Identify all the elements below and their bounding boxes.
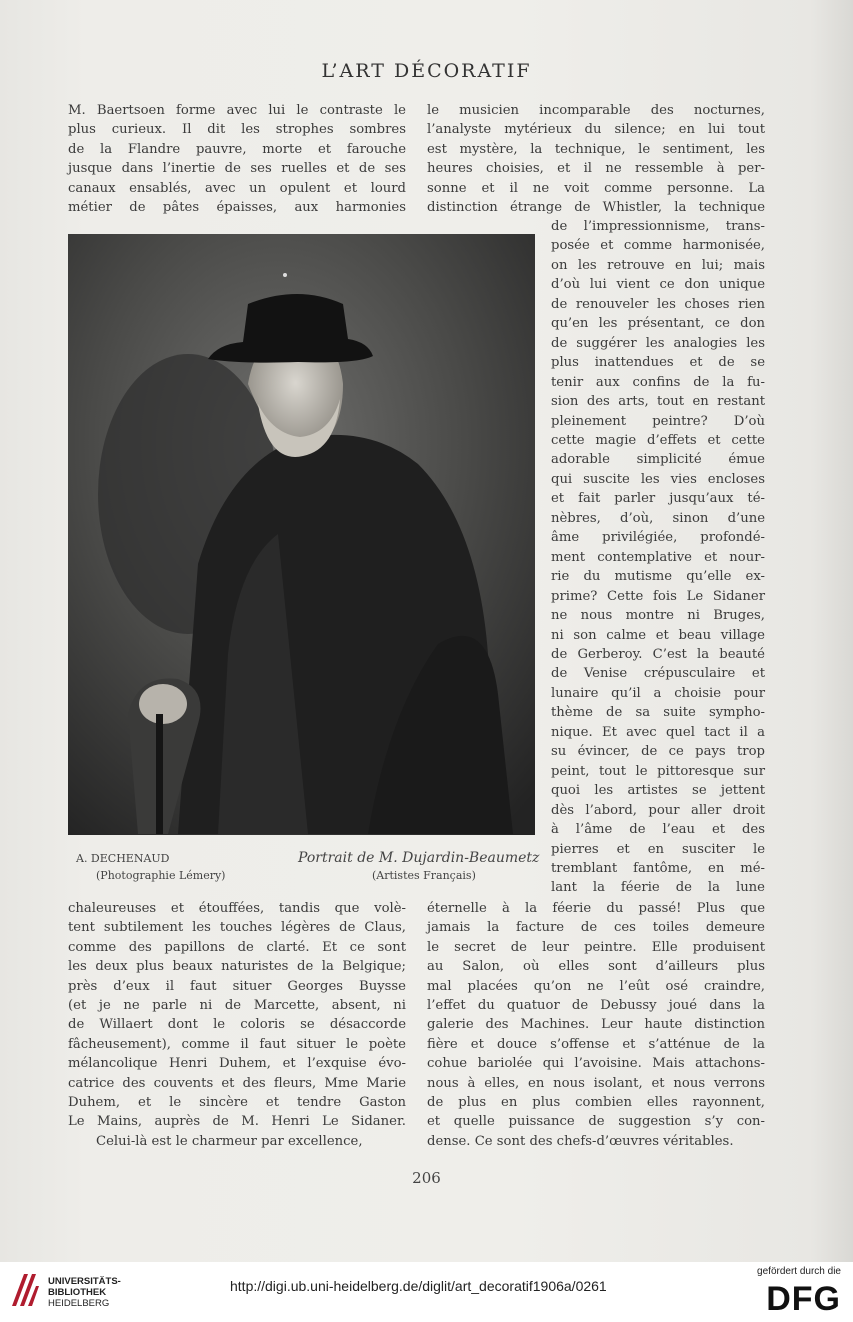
text-line: de Willaert dont le coloris se désaccorde bbox=[68, 1017, 406, 1033]
text-line: tent subtilement les touches légères de Claus, bbox=[68, 920, 406, 936]
portrait-photograph bbox=[68, 234, 535, 835]
text-line: dès l’abord, pour aller droit bbox=[551, 802, 765, 818]
university-logo-icon bbox=[8, 1270, 42, 1310]
text-line: nique. Et avec quel tact il a bbox=[551, 724, 765, 740]
text-line: mélancolique Henri Duhem, et l’exquise évo- bbox=[68, 1056, 406, 1072]
text-line: plus inattendues et de se bbox=[551, 355, 765, 371]
text-line: chaleureuses et étouffées, tandis que volè- bbox=[68, 901, 406, 916]
institution-line-2: BIBLIOTHEK bbox=[48, 1287, 107, 1298]
text-line: ne nous montre ni Bruges, bbox=[551, 608, 765, 624]
text-line: su évincer, de ce pays trop bbox=[551, 744, 765, 760]
running-head: L’ART DÉCORATIF bbox=[321, 60, 532, 82]
text-line: canaux ensablés, avec un opulent et lourd bbox=[68, 180, 406, 196]
text-line: posée et comme harmonisée, bbox=[551, 238, 765, 254]
right-column-beside-photo bbox=[551, 217, 765, 898]
text-line: prime? Cette fois Le Sidaner bbox=[551, 588, 765, 604]
text-line: M. Baertsoen forme avec lui le contraste le bbox=[68, 103, 406, 118]
text-line: quoi les artistes se jettent bbox=[551, 783, 765, 799]
text-line: galerie des Machines. Leur haute distinction bbox=[427, 1017, 765, 1033]
text-line: à l’âme de l’eau et des bbox=[551, 822, 765, 838]
text-line: le musicien incomparable des nocturnes, bbox=[427, 103, 765, 118]
text-line: cette magie d’effets et cette bbox=[551, 432, 765, 448]
text-line: fière et douce s’offense et s’atténue de la bbox=[427, 1036, 765, 1052]
permalink-url[interactable]: http://digi.ub.uni-heidelberg.de/diglit/art_decoratif1906a/0261 bbox=[230, 1278, 607, 1294]
text-line: lunaire qu’il a choisie pour bbox=[551, 685, 765, 701]
text-line: de l’impressionnisme, trans- bbox=[551, 219, 765, 234]
text-line: l’analyste mytérieux du silence; en lui tout bbox=[427, 122, 765, 138]
text-line: et quelle puissance de suggestion s’y con- bbox=[427, 1114, 765, 1130]
text-line: de Venise crépusculaire et bbox=[551, 666, 765, 682]
text-line: heures choisies, et il ne ressemble à per- bbox=[427, 161, 765, 177]
text-line: (et je ne parle ni de Marcette, absent, ni bbox=[68, 998, 406, 1014]
text-line: de la Flandre pauvre, morte et farouche bbox=[68, 141, 406, 157]
text-line: le secret de leur peintre. Elle produisent bbox=[427, 939, 765, 955]
institution-line-1: UNIVERSITÄTS- bbox=[48, 1276, 121, 1287]
text-line: de suggérer les analogies les bbox=[551, 335, 765, 351]
text-line: mal placées qu’on ne l’eût osé craindre, bbox=[427, 978, 765, 994]
text-line: catrice des couvents et des fleurs, Mme Marie bbox=[68, 1075, 406, 1091]
text-line: nèbres, d’où, sinon d’une bbox=[551, 510, 765, 526]
text-line: rie du mutisme qu’elle ex- bbox=[551, 569, 765, 585]
text-line: sion des arts, tout en restant bbox=[551, 394, 765, 410]
institution-name bbox=[48, 1276, 121, 1309]
photo-credit: (Photographie Lémery) bbox=[96, 869, 226, 882]
text-line: les deux plus beaux naturistes de la Belgique; bbox=[68, 959, 406, 975]
text-line: et fait parler jusqu’aux té- bbox=[551, 491, 765, 507]
text-line: qui suscite les vies encloses bbox=[551, 471, 765, 487]
text-line: cohue bariolée qui l’avoisine. Mais attachons- bbox=[427, 1056, 765, 1072]
text-line: comme des papillons de clarté. Et ce sont bbox=[68, 939, 406, 955]
text-line: au Salon, où elles sont d’ailleurs plus bbox=[427, 959, 765, 975]
text-line: on les retrouve en lui; mais bbox=[551, 257, 765, 273]
text-line: ni son calme et beau village bbox=[551, 627, 765, 643]
text-line: jamais la facture de ces toiles demeure bbox=[427, 920, 765, 936]
right-column-top bbox=[427, 101, 765, 217]
text-line: est mystère, la technique, le sentiment, les bbox=[427, 141, 765, 157]
text-line: fâcheusement), comme il faut situer le poète bbox=[68, 1036, 406, 1052]
text-line: pleinement peintre? D’où bbox=[551, 413, 765, 429]
text-line: sonne et il ne voit comme personne. La bbox=[427, 180, 765, 196]
dfg-logo: DFG bbox=[766, 1280, 841, 1318]
text-line: Le Mains, auprès de M. Henri Le Sidaner. bbox=[68, 1114, 406, 1130]
text-line: thème de sa suite sympho- bbox=[551, 705, 765, 721]
text-line: de plus en plus combien elles rayonnent, bbox=[427, 1095, 765, 1111]
text-line: Duhem, et le sincère et tendre Gaston bbox=[68, 1095, 406, 1111]
text-line: de renouveler les choses rien bbox=[551, 296, 765, 312]
text-line: jusque dans l’inertie de ses ruelles et de ses bbox=[68, 161, 406, 177]
page-number: 206 bbox=[412, 1169, 441, 1187]
text-line: ment contemplative et nour- bbox=[551, 549, 765, 565]
text-line: de Gerberoy. C’est la beauté bbox=[551, 646, 765, 662]
text-line: distinction étrange de Whistler, la technique bbox=[427, 200, 765, 216]
text-line: d’où lui vient ce don unique bbox=[551, 277, 765, 293]
text-line: qu’en les présentant, ce don bbox=[551, 316, 765, 332]
text-line: pierres et en susciter le bbox=[551, 841, 765, 857]
text-line: adorable simplicité émue bbox=[551, 452, 765, 468]
institution-line-3: HEIDELBERG bbox=[48, 1298, 110, 1309]
text-line: lant la féerie de la lune bbox=[551, 880, 765, 896]
footer-bar bbox=[0, 1262, 853, 1322]
left-column-top bbox=[68, 101, 406, 217]
text-line: dense. Ce sont des chefs-d’œuvres véritables. bbox=[427, 1133, 734, 1149]
text-line: tremblant fantôme, en mé- bbox=[551, 860, 765, 876]
right-column-bottom bbox=[427, 899, 765, 1151]
funding-label: gefördert durch die bbox=[757, 1266, 841, 1277]
text-line: Celui-là est le charmeur par excellence, bbox=[96, 1133, 363, 1149]
photo-source: (Artistes Français) bbox=[372, 869, 476, 882]
text-line: peint, tout le pittoresque sur bbox=[551, 763, 765, 779]
photo-title: Portrait de M. Dujardin-Beaumetz bbox=[298, 850, 540, 866]
left-column-bottom bbox=[68, 899, 406, 1151]
text-line: éternelle à la féerie du passé! Plus que bbox=[427, 901, 765, 916]
photo-artist: A. DECHENAUD bbox=[76, 852, 170, 865]
text-line: plus curieux. Il dit les strophes sombres bbox=[68, 122, 406, 138]
text-line: tenir aux confins de la fu- bbox=[551, 374, 765, 390]
text-line: âme privilégiée, profondé- bbox=[551, 530, 765, 546]
text-line: l’effet du quatuor de Debussy joué dans la bbox=[427, 998, 765, 1014]
text-line: nous à elles, en nous isolant, et nous verrons bbox=[427, 1075, 765, 1091]
text-line: près d’eux il faut situer Georges Buysse bbox=[68, 978, 406, 994]
text-line: métier de pâtes épaisses, aux harmonies bbox=[68, 200, 406, 216]
